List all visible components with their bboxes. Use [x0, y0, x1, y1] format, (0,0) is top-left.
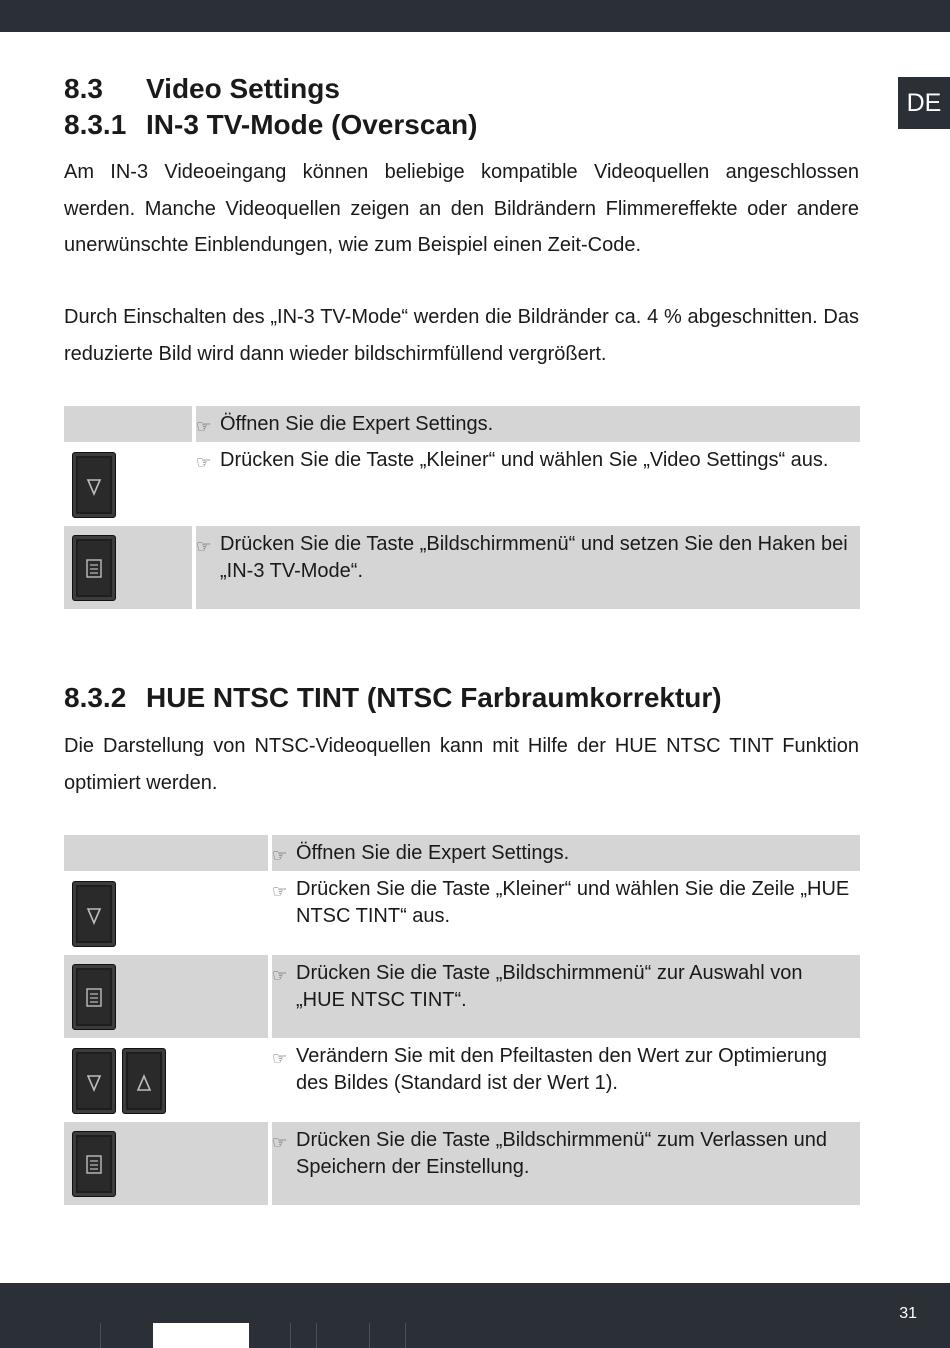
step-row	[64, 955, 860, 1038]
step-row	[64, 526, 860, 609]
heading-number: 8.3	[64, 73, 103, 104]
heading-8-3-2	[64, 680, 722, 716]
up-arrow-key-icon	[122, 1048, 166, 1114]
footer-divider	[100, 1323, 101, 1348]
step-row	[64, 442, 860, 526]
pointing-hand-icon: ☞	[272, 846, 288, 865]
steps-table-in3	[64, 406, 860, 609]
step-item: ☞ Drücken Sie die Taste „Kleiner“ und wählen Sie die Zeile „HUE NTSC TINT“ aus.	[272, 876, 850, 930]
pointing-hand-icon: ☞	[196, 417, 212, 436]
step-row	[64, 835, 860, 871]
heading-title: HUE NTSC TINT (NTSC Farbraumkorrektur)	[146, 682, 722, 713]
menu-key-icon	[72, 964, 116, 1030]
language-tab: DE	[898, 77, 950, 129]
step-row	[64, 1122, 860, 1205]
paragraph-in3-tvmode: Durch Einschalten des „IN-3 TV-Mode“ werden die Bildränder ca. 4 % abgeschnitten. Das reduzierte Bild wird dann wieder bildschirmfüllend vergrößert.	[64, 306, 859, 365]
footer-divider	[369, 1323, 370, 1348]
footer-tab	[153, 1323, 249, 1348]
step-row	[64, 1038, 860, 1122]
pointing-hand-icon: ☞	[272, 966, 288, 985]
pointing-hand-icon: ☞	[272, 1133, 288, 1152]
heading-title: IN-3 TV-Mode (Overscan)	[146, 109, 478, 140]
step-item: ☞ Öffnen Sie die Expert Settings.	[272, 840, 850, 869]
pointing-hand-icon: ☞	[272, 882, 288, 901]
step-row	[64, 406, 860, 442]
footer-divider	[316, 1323, 317, 1348]
footer-divider	[405, 1323, 406, 1348]
footer-divider	[290, 1323, 291, 1348]
heading-8-3-1	[64, 107, 477, 143]
heading-8-3	[64, 71, 340, 107]
pointing-hand-icon: ☞	[196, 453, 212, 472]
step-row	[64, 871, 860, 955]
step-item: ☞ Drücken Sie die Taste „Kleiner“ und wählen Sie „Video Settings“ aus.	[196, 447, 850, 476]
down-arrow-key-icon	[72, 452, 116, 518]
down-arrow-key-icon	[72, 881, 116, 947]
steps-table-hue	[64, 835, 860, 1205]
paragraph-in3-intro: Am IN-3 Videoeingang können beliebige kompatible Videoquellen angeschlossen werden. Manche Videoquellen zeigen an den Bildrändern Flimmereffekte oder andere unerwünschte Einblendungen, wie zum Beispiel einen Zeit-Code.	[64, 161, 859, 256]
pointing-hand-icon: ☞	[272, 1049, 288, 1068]
down-arrow-key-icon	[72, 1048, 116, 1114]
menu-key-icon	[72, 1131, 116, 1197]
step-item: ☞ Drücken Sie die Taste „Bildschirmmenü“ und setzen Sie den Haken bei „IN-3 TV-Mode“.	[196, 531, 850, 585]
step-item: ☞ Drücken Sie die Taste „Bildschirmmenü“ zur Auswahl von „HUE NTSC TINT“.	[272, 960, 850, 1014]
heading-number: 8.3.1	[64, 109, 127, 140]
page-number: 31	[899, 1305, 917, 1322]
heading-title: Video Settings	[146, 73, 340, 104]
step-item: ☞ Verändern Sie mit den Pfeiltasten den Wert zur Optimierung des Bildes (Standard ist der Wert 1).	[272, 1043, 850, 1097]
footer-bar	[0, 1283, 950, 1348]
top-bar	[0, 0, 950, 32]
menu-key-icon	[72, 535, 116, 601]
step-item: ☞ Drücken Sie die Taste „Bildschirmmenü“ zum Verlassen und Speichern der Einstellung.	[272, 1127, 850, 1181]
heading-number: 8.3.2	[64, 682, 127, 713]
pointing-hand-icon: ☞	[196, 537, 212, 556]
paragraph-hue-intro: Die Darstellung von NTSC-Videoquellen kann mit Hilfe der HUE NTSC TINT Funktion optimiert werden.	[64, 735, 859, 794]
step-item: ☞ Öffnen Sie die Expert Settings.	[196, 411, 850, 440]
